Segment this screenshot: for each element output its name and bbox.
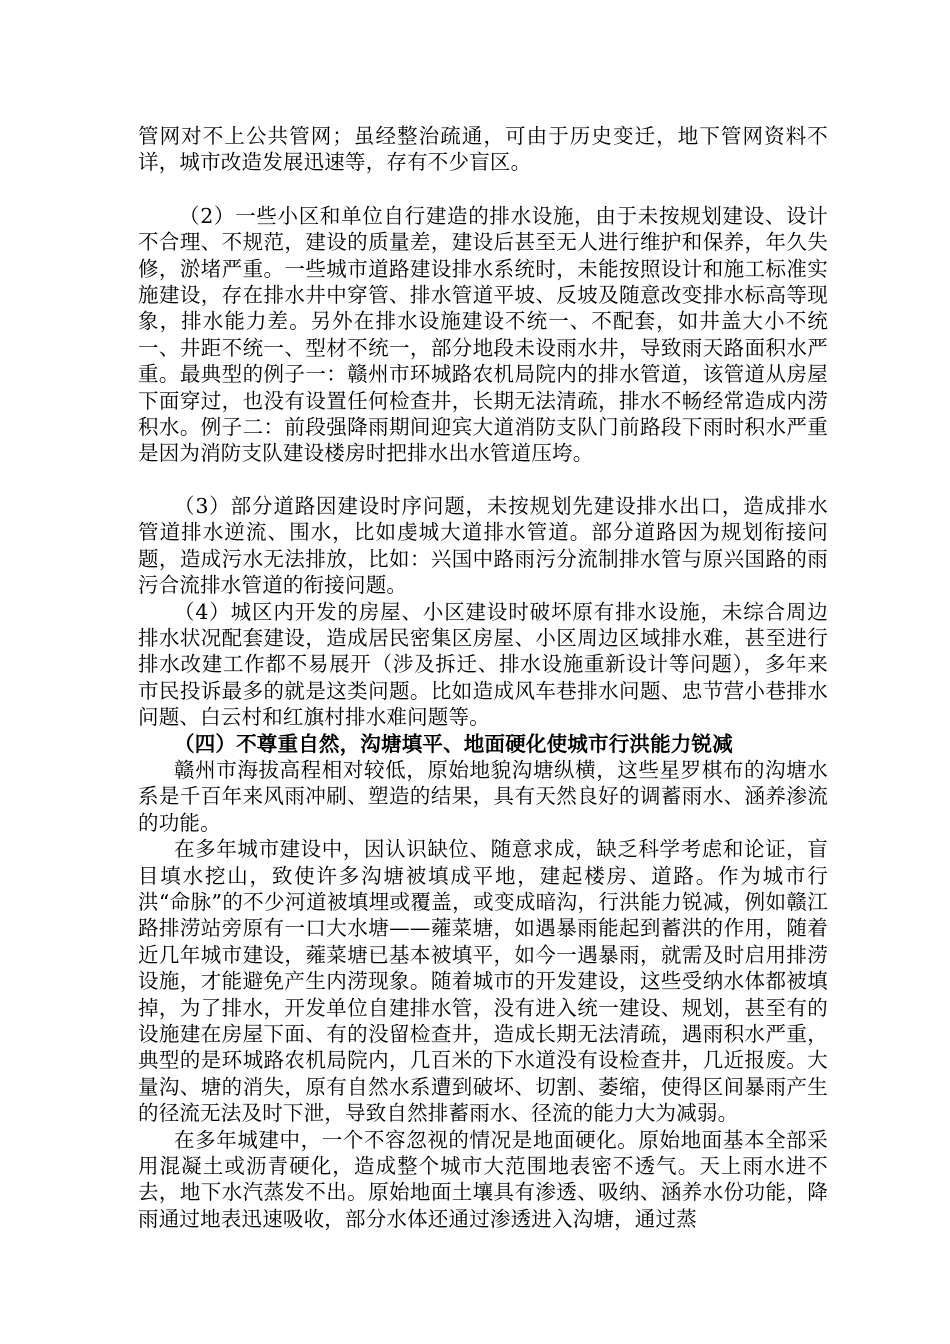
paragraph-body: 在多年城建中，一个不容忽视的情况是地面硬化。原始地面基本全部采用混凝土或沥青硬化，造成整个城市大范围地表密不透气。天上雨水进不去，地下水汽蒸发不出。原始地面土壤具有渗透、吸纳、涵养水份功能，降雨通过地表迅速吸收，部分水体还通过渗透进入沟塘，通过蒸 <box>138 1127 828 1231</box>
paragraph-body: 赣州市海拔高程相对较低，原始地貌沟塘纵横，这些星罗棋布的沟塘水系是千百年来风雨冲刷、塑造的结果，具有天然良好的调蓄雨水、涵养渗流的功能。 <box>138 757 828 835</box>
paragraph-item-2: （2）一些小区和单位自行建造的排水设施，由于未按规划建设、设计不合理、不规范，建设的质量差，建设后甚至无人进行维护和保养，年久失修，淤堵严重。一些城市道路建设排水系统时，未能按照设计和施工标准实施建设，存在排水井中穿管、排水管道平坡、反坡及随意改变排水标高等现象，排水能力差。另外在排水设施建设不统一、不配套，如井盖大小不统一、井距不统一、型材不统一，部分地段未设雨水井，导致雨天路面积水严重。最典型的例子一：赣州市环城路农机局院内的排水管道，该管道从房屋下面穿过，也没有设置任何检查井，长期无法清疏，排水不畅经常造成内涝积水。例子二：前段强降雨期间迎宾大道消防支队门前路段下雨时积水严重是因为消防支队建设楼房时把排水出水管道压垮。 <box>138 203 828 466</box>
section-heading: （四）不尊重自然，沟塘填平、地面硬化使城市行洪能力锐减 <box>174 731 733 756</box>
paragraph-item-3: （3）部分道路因建设时序问题，未按规划先建设排水出口，造成排水管道排水逆流、围水，比如虔城大道排水管道。部分道路因为规划衔接问题，造成污水无法排放，比如：兴国中路雨污分流制排水管与原兴国路的雨污合流排水管道的衔接问题。 <box>138 493 828 598</box>
document-body <box>138 123 828 1232</box>
paragraph-body: 在多年城市建设中，因认识缺位、随意求成，缺乏科学考虑和论证，盲目填水挖山，致使许多沟塘被填成平地，建起楼房、道路。作为城市行洪“命脉”的不少河道被填埋或覆盖，或变成暗沟，行洪能力锐减，例如赣江路排涝站旁原有一口大水塘——蕹菜塘，如遇暴雨能起到蓄洪的作用，随着近几年城市建设，蕹菜塘已基本被填平，如今一遇暴雨，就需及时启用排涝设施，才能避免产生内涝现象。随着城市的开发建设，这些受纳水体都被填掉，为了排水，开发单位自建排水管，没有进入统一建设、规划，甚至有的设施建在房屋下面、有的没留检查井，造成长期无法清疏，遇雨积水严重，典型的是环城路农机局院内，几百米的下水道没有设检查井，几近报废。大量沟、塘的消失，原有自然水系遭到破坏、切割、萎缩，使得区间暴雨产生的径流无法及时下泄，导致自然排蓄雨水、径流的能力大为减弱。 <box>138 837 828 1126</box>
paragraph-item-4: （4）城区内开发的房屋、小区建设时破坏原有排水设施，未综合周边排水状况配套建设，造成居民密集区房屋、小区周边区域排水难，甚至进行排水改建工作都不易展开（涉及拆迁、排水设施重新设计等问题），多年来市民投诉最多的就是这类问题。比如造成风车巷排水问题、忠节营小巷排水问题、白云村和红旗村排水难问题等。 <box>138 599 828 730</box>
paragraph-continuation: 管网对不上公共管网；虽经整治疏通，可由于历史变迁，地下管网资料不详，城市改造发展迅速等，存有不少盲区。 <box>138 124 828 175</box>
